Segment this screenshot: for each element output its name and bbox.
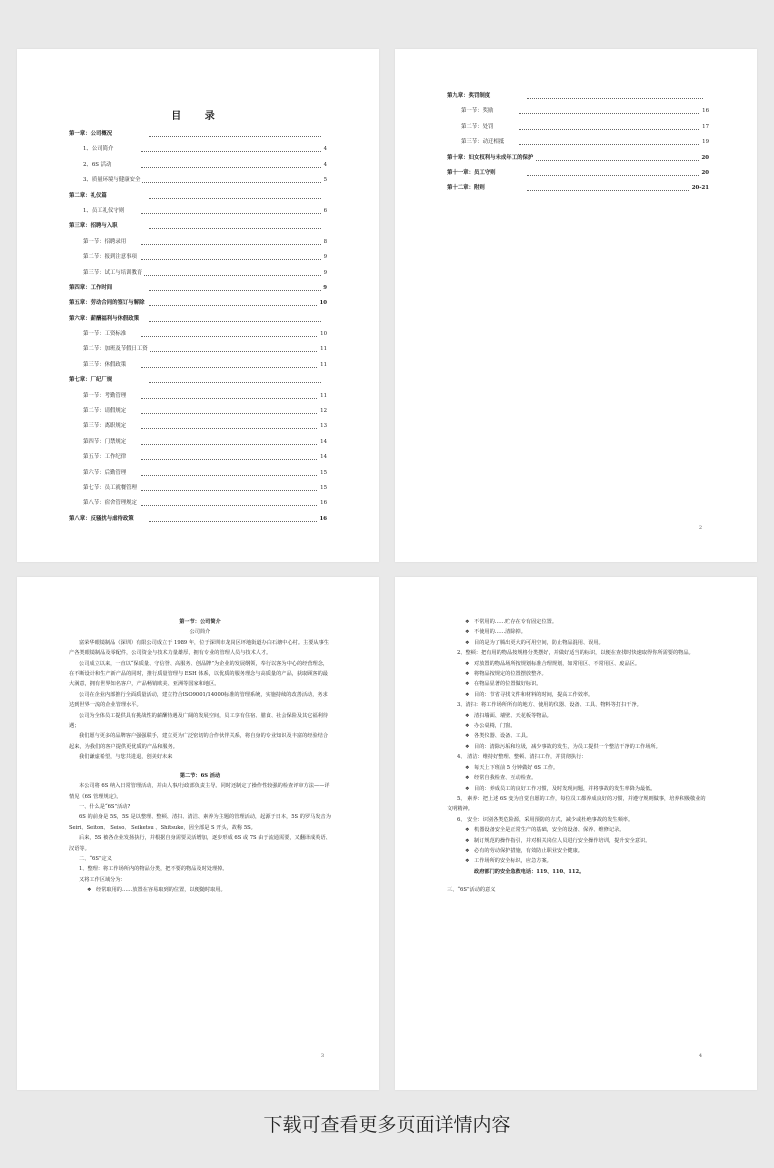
paragraph [69, 812, 331, 833]
paragraph [447, 617, 709, 627]
paragraph-text: 本公司将 6S 纳入日常管理活动，并由人事/行政部负责主导。同时还制定了操作性较强的检查评审方法——详情见《6S 管理规定》。 [69, 783, 330, 800]
toc-page: 19 [700, 135, 709, 150]
toc-label: 第五章：劳动合同的签订与解除 [69, 300, 145, 307]
toc-section [69, 250, 327, 265]
paragraph-text: 1、整理：将工作场所内的物品分类，把不要的物品及时处理掉。 [79, 866, 228, 873]
paragraph [69, 854, 331, 864]
toc-label: 第九章：奖罚制度 [447, 93, 491, 99]
toc-leader [141, 342, 321, 352]
bullet-icon: ❖ [465, 827, 470, 834]
toc-page: 11 [318, 389, 327, 404]
paragraph [447, 856, 709, 866]
paragraph-text: 又将工作区域分为： [79, 876, 126, 883]
toc-section [447, 104, 709, 119]
paragraph [69, 781, 331, 802]
toc-chapter [69, 189, 327, 204]
toc-leader [527, 151, 703, 161]
toc-label: 第三节：休假政策 [83, 361, 127, 368]
toc-leader [149, 189, 321, 199]
paragraph [447, 752, 709, 762]
toc-section [69, 450, 327, 465]
paragraph [447, 867, 709, 877]
bullet-icon: ❖ [465, 671, 470, 678]
toc-list [447, 89, 709, 197]
toc-page: 16 [318, 496, 327, 511]
paragraph-text: 目的：节省寻找文件和材料的时间，提高工作效率。 [474, 691, 594, 698]
toc-section [447, 120, 709, 135]
toc-leader [149, 373, 321, 383]
toc-page: 9 [322, 250, 327, 265]
toc-chapter [447, 151, 709, 166]
paragraph [447, 721, 709, 731]
toc-section [69, 404, 327, 419]
page-number: 3 [320, 1053, 324, 1059]
toc-label: 3、质量环境与健康安全 [83, 177, 141, 184]
toc-label: 第一节：工资标准 [83, 331, 127, 338]
paragraph [447, 885, 709, 895]
toc-section [69, 327, 327, 342]
bullet-icon: ❖ [87, 887, 92, 894]
paragraph [447, 815, 709, 825]
bullet-icon: ❖ [465, 619, 470, 625]
toc-leader [141, 481, 321, 491]
toc-page: 12 [318, 404, 327, 419]
paragraph [69, 617, 331, 627]
toc-label: 第十章：妇女权利与未成年工的保护 [447, 154, 534, 161]
toc-label: 第五节：工作纪律 [83, 454, 127, 461]
toc-leader [527, 181, 703, 191]
paragraph-text: 每天上下班前 5 分钟做好 6S 工作。 [474, 764, 559, 771]
toc-leader [141, 496, 321, 506]
toc-section [69, 142, 327, 157]
toc-leader [149, 296, 321, 306]
toc-page: 10 [318, 327, 327, 342]
paragraph [447, 659, 709, 669]
paragraph-text: 清扫墙面、墙壁、天花板等物品。 [474, 712, 552, 719]
paragraph-text: 必有的劳动保护措施，有效防止职业安全健康。 [474, 847, 583, 854]
toc-leader [527, 89, 703, 99]
toc-page: 9 [322, 266, 327, 281]
page-number: 2 [698, 525, 702, 531]
toc-leader [141, 389, 321, 399]
paragraph-text: 6S 的前身是 5S，5S 是以整理、整顿、清扫、清洁、素养为主题的管理活动，起源于日本，5S 的罗马发音为 Seiri、Seiton、 Seiso、 Seiketsu 、Shitsuke，因全部是 S 开头，故称 5S。 [69, 814, 331, 831]
download-caption: 下载可查看更多页面详情内容 [263, 1114, 511, 1136]
page-number: 4 [698, 1053, 702, 1059]
toc-label: 第十一章：员工守则 [447, 169, 496, 176]
toc-label: 第三章：招聘与入职 [69, 223, 118, 230]
toc-label: 2、6S 活动 [83, 161, 112, 168]
toc-leader [141, 250, 321, 260]
toc-label: 第二节：请假规定 [83, 408, 127, 415]
toc-leader [141, 466, 321, 476]
toc-page: 9 [321, 281, 327, 296]
toc-page: 20 [699, 151, 709, 166]
toc-section [69, 481, 327, 496]
toc-page: 13 [318, 419, 327, 434]
toc-leader [149, 312, 321, 322]
paragraph [69, 885, 331, 895]
paragraph [447, 794, 709, 815]
paragraph-text: 不使用的……清除掉。 [474, 629, 526, 636]
toc-leader [149, 127, 321, 137]
toc-section [69, 158, 327, 173]
paragraph [447, 711, 709, 721]
paragraph-text: 机器设备安全是正常生产的基础，安全的设备、保养、维修记录。 [474, 827, 625, 834]
paragraph-text: 将物品按规定的位置摆放整齐。 [474, 671, 547, 678]
toc-label: 第二节：报到注意事项 [83, 254, 137, 261]
paragraph-text: 公司简介 [189, 629, 211, 636]
paragraph-text: 一、什么是“6S”活动? [79, 803, 131, 810]
bullet-icon: ❖ [465, 691, 470, 698]
paragraph [447, 763, 709, 773]
toc-list [69, 127, 327, 527]
toc-leader [141, 204, 321, 214]
toc-label: 第八章：反骚扰与虐待政策 [69, 515, 134, 522]
bullet-icon: ❖ [465, 743, 470, 750]
paragraph [447, 669, 709, 679]
toc-section [69, 235, 327, 250]
paragraph [69, 771, 331, 781]
paragraph-text: 公司成立以来，一直以“保质量、守信誉、高服务、创品牌”为企业的发展纲领，奉行以客为中心的经营理念，在不断设计和生产新产品的同时，推行质量管理与 ESH 体系，以优质的服务理念与高质量的产品，获取顾客的最大满意，拥有世界知名客户，产品畅销欧美、亚洲等国家和地区。 [69, 660, 329, 688]
page-body [69, 617, 331, 896]
paragraph-text: 5、 素养：把上述 6S 变为自觉自愿的工作，每位员工都养成良好的习惯，并遵守规则做事，培养积极敬业的文明精神。 [447, 795, 706, 813]
toc-section [69, 419, 327, 434]
paragraph-text: 不常用的……贮存在专有固定位置。 [474, 619, 558, 625]
bullet-icon: ❖ [465, 723, 470, 730]
toc-label: 第六节：后勤管理 [83, 469, 127, 476]
toc-label: 第三节：试工与培训教育 [83, 269, 143, 276]
toc-chapter [447, 181, 709, 196]
toc-section [69, 173, 327, 188]
page-4-6s-definitions [395, 577, 757, 1090]
toc-chapter [69, 373, 327, 388]
paragraph [447, 846, 709, 856]
bullet-icon: ❖ [465, 660, 470, 667]
toc-chapter [69, 296, 327, 311]
bullet-icon: ❖ [465, 681, 470, 688]
toc-leader [149, 219, 321, 229]
toc-chapter [69, 127, 327, 142]
toc-leader [141, 142, 321, 152]
toc-label: 第一节：招聘录用 [83, 238, 127, 245]
toc-page: 16 [317, 512, 327, 527]
toc-label: 第三节：离职规定 [83, 423, 127, 430]
page-3-company-intro [17, 577, 379, 1090]
toc-page: 17 [700, 120, 709, 135]
paragraph [69, 711, 331, 732]
toc-label: 第四章：工作时间 [69, 284, 113, 291]
paragraph [69, 752, 331, 762]
paragraph [447, 679, 709, 689]
paragraph-text: 后来，5S 被各企业发扬执行，并根据自身需要灵活增加，逐步形成 6S 或 7S 由于流通需要，又翻译成英语、汉语等。 [69, 835, 331, 852]
paragraph-text: 公司在企业内部推行全面质量活动，建立符合ISO9001/14000标准的管理系统，实施持续的改善活动，务求达到世界一流的企业管理水平。 [69, 691, 328, 709]
paragraph [69, 690, 331, 711]
paragraph [69, 833, 331, 854]
toc-leader [527, 166, 703, 176]
toc-label: 第二节：处罚 [461, 123, 494, 130]
bullet-icon: ❖ [465, 775, 470, 782]
paragraph-text: 二、“6S”定义 [79, 855, 112, 862]
toc-leader [141, 235, 321, 245]
paragraph-text: 三、“6S”活动的意义 [447, 887, 496, 894]
paragraph [447, 877, 709, 885]
bullet-icon: ❖ [465, 785, 470, 792]
toc-chapter [69, 312, 327, 327]
paragraph-text: 我们愿与更多的品牌客户强强联手，建立更为广泛密切的合作伙伴关系，将自身的专业知识及丰富的经验结合起来，为我们的客户提供更优质的产品和服务。 [69, 733, 329, 750]
toc-page: 16 [700, 104, 709, 119]
toc-leader [149, 512, 321, 522]
paragraph [69, 627, 331, 637]
toc-chapter [447, 166, 709, 181]
paragraph [447, 690, 709, 700]
paragraph [447, 825, 709, 835]
bullet-icon: ❖ [465, 764, 470, 771]
bullet-icon: ❖ [465, 629, 470, 636]
toc-label: 第一章：公司概况 [69, 131, 113, 137]
bullet-icon: ❖ [465, 712, 470, 719]
toc-chapter [69, 512, 327, 527]
paragraph-text: 第一节：公司简介 [179, 619, 221, 625]
toc-leader [141, 358, 321, 368]
paragraph-text: 富荣华眼镜制品（深圳）有限公司成立于 1989 年，位于深圳市龙岗区坪地街道办白石塘中心村。主要从事生产各类眼镜制品及零配件，公司资金与技术力量雄厚，拥有专业的管理人员与技术人才。 [69, 639, 329, 657]
paragraph-text: 目的是为了腾出更大的可用空间，防止物品混用、误用。 [474, 639, 604, 646]
toc-label: 第十二章：附则 [447, 185, 485, 192]
bullet-icon: ❖ [465, 847, 470, 854]
paragraph [69, 659, 331, 690]
paragraph [447, 700, 709, 710]
toc-section [69, 435, 327, 450]
toc-chapter [69, 281, 327, 296]
toc-label: 第六章：薪酬福利与休假政策 [69, 315, 140, 322]
toc-leader [519, 120, 703, 130]
paragraph-text: 4、 清洁：维持好整理、整顿、清扫工作，并贯彻执行： [457, 754, 587, 761]
toc-leader [141, 158, 321, 168]
paragraph-text: 在物品显著的位置做好标识。 [474, 681, 542, 688]
toc-label: 第七节：员工就餐管理 [83, 484, 137, 491]
toc-leader [141, 404, 321, 414]
paragraph [447, 627, 709, 637]
paragraph-text: 3、清扫：将工作场所所有的地方、使用的仪器、设备、工具、物料等打扫干净。 [457, 702, 642, 709]
toc-page: 5 [322, 173, 327, 188]
toc-page: 14 [318, 450, 327, 465]
paragraph [69, 638, 331, 659]
toc-label: 第一节：考勤管理 [83, 392, 127, 399]
toc-label: 1、公司简介 [83, 146, 114, 153]
toc-page: 14 [318, 435, 327, 450]
toc-label: 1、员工礼仪守则 [83, 207, 125, 214]
paragraph-text: 2、整顿：把有用的物品按规格分类摆好，并做好适当的标识，以便在查找时快速取得你所需要的物品。 [457, 650, 694, 657]
toc-section [447, 135, 709, 150]
toc-chapter [69, 219, 327, 234]
paragraph [447, 742, 709, 752]
paragraph [447, 784, 709, 794]
toc-section [69, 358, 327, 373]
toc-label: 第二节：加班及节假日工资 [83, 346, 148, 353]
toc-section [69, 496, 327, 511]
paragraph-text: 6、 安全：识别各类危险源，采用预防的方式，减少或杜绝事故的发生频率。 [457, 816, 634, 823]
paragraph-text: 公司为全体员工提供具有挑战性的薪酬待遇及广阔的发展空间，员工享有住宿、膳食、社会保险及其它福利待遇； [69, 712, 329, 730]
toc-label: 第一节：奖励 [461, 108, 494, 115]
toc-section [69, 342, 327, 357]
paragraph-text: 我们谦虚希望，与您共进退，创美好未来 [79, 754, 173, 761]
toc-page: 4 [322, 142, 327, 157]
paragraph-text: 经常取用的……放置在容易取到的位置，以便随时取用。 [96, 887, 226, 894]
paragraph-text: 第二节：6S 活动 [179, 772, 221, 779]
toc-leader [141, 450, 321, 460]
paragraph-text: 办公桌椅，门窗。 [474, 723, 516, 730]
paragraph [69, 763, 331, 771]
paragraph [447, 836, 709, 846]
toc-leader [141, 266, 321, 276]
paragraph [447, 638, 709, 648]
toc-leader [519, 135, 703, 145]
toc-page: 15 [318, 466, 327, 481]
paragraph-text: 目的：养成员工的良好工作习惯，及时发现问题，并将事故的发生率降为最低。 [474, 785, 656, 792]
paragraph-text: 对放置的物品场所按规划标准合理规划，如常用区、不常用区、废品区。 [474, 660, 641, 667]
paragraph-text: 制订规范的操作指引，并对相关岗位人员进行安全操作培训，提升安全意识。 [474, 837, 651, 844]
paragraph [69, 875, 331, 885]
toc-page: 20 [699, 166, 709, 181]
toc-leader [149, 281, 321, 291]
toc-leader [141, 419, 321, 429]
toc-page: 10 [317, 296, 327, 311]
page-body [447, 617, 709, 896]
toc-page: 6 [322, 204, 327, 219]
toc-section [69, 466, 327, 481]
toc-page: 4 [322, 158, 327, 173]
toc-leader [141, 435, 321, 445]
toc-leader [141, 173, 321, 183]
toc-page: 11 [318, 358, 327, 373]
paragraph [447, 773, 709, 783]
paragraph-text: 目的：清除污垢和垃圾，减少事故的发生，为员工提供一个整洁干净的工作场所。 [474, 743, 661, 750]
toc-section [69, 204, 327, 219]
toc-title: 目 录 [171, 111, 225, 122]
paragraph-text: 各类仪器、设备、工具。 [474, 733, 532, 740]
paragraph [447, 648, 709, 658]
toc-label: 第二章：礼仪篇 [69, 192, 107, 199]
paragraph-text: 工作场所的安全标识，应急方案。 [474, 858, 552, 865]
page-1-table-of-contents [17, 49, 379, 562]
toc-section [69, 389, 327, 404]
paragraph [447, 731, 709, 741]
toc-page: 8 [322, 235, 327, 250]
toc-page: 15 [318, 481, 327, 496]
paragraph-text: 经常自我检查、互动检查。 [474, 775, 537, 782]
paragraph [69, 864, 331, 874]
toc-page: 20-21 [690, 181, 709, 196]
toc-label: 第四节：门禁规定 [83, 438, 127, 445]
toc-page: 11 [318, 342, 327, 357]
bullet-icon: ❖ [465, 639, 470, 646]
toc-section [69, 266, 327, 281]
page-2-table-of-contents [395, 49, 757, 562]
toc-chapter [447, 89, 709, 104]
toc-label: 第八节：宿舍管理规定 [83, 500, 137, 507]
bullet-icon: ❖ [465, 837, 470, 844]
bullet-icon: ❖ [465, 858, 470, 865]
paragraph-text: 政府部门的安全急救电话：119、110、112。 [474, 868, 585, 875]
toc-label: 第七章：厂纪厂规 [69, 377, 113, 384]
toc-leader [519, 104, 703, 114]
toc-leader [141, 327, 321, 337]
bullet-icon: ❖ [465, 733, 470, 740]
paragraph [69, 731, 331, 752]
paragraph [69, 802, 331, 812]
toc-label: 第三节：动迁相抵 [461, 139, 505, 146]
